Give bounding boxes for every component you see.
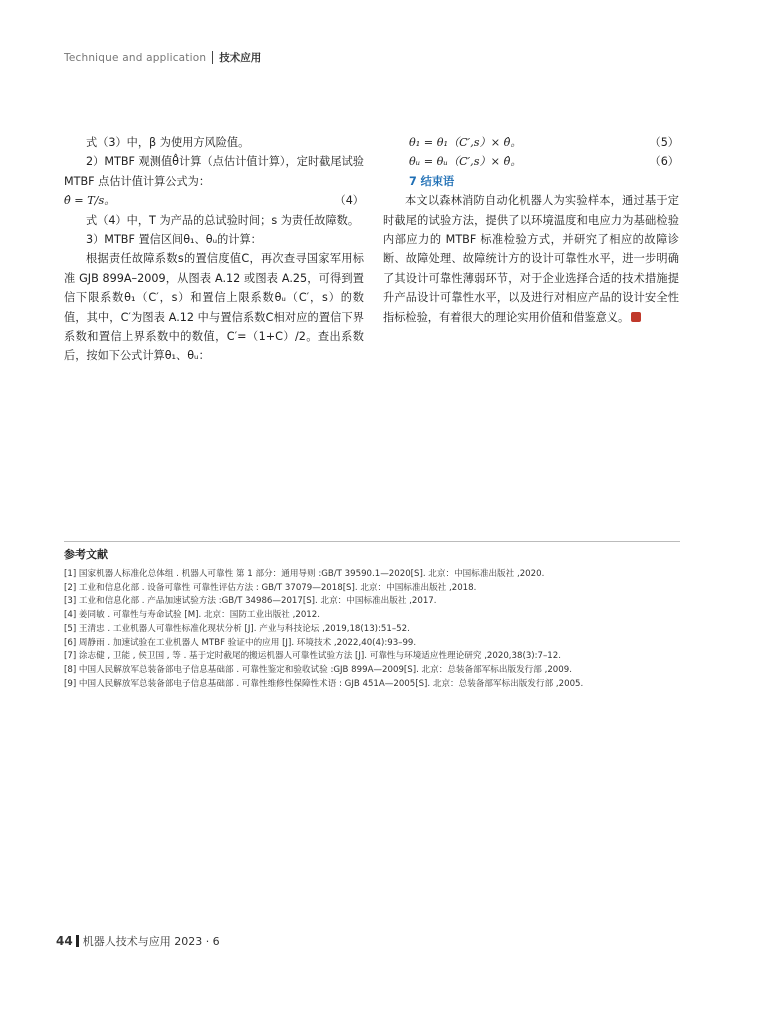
equation-6: [383, 152, 679, 171]
right-column: [383, 133, 679, 327]
reference-item: [4] 姜同敏 . 可靠性与寿命试验 [M]. 北京：国防工业出版社 ,2012.: [64, 610, 320, 621]
equation-4-formula: θ̂ = T/s。: [64, 194, 116, 208]
reference-item: [7] 涂志健 , 卫能 , 侯卫国 , 等 . 基于定时截尾的搬运机器人可靠性试验方法 [J]. 可靠性与环境适应性理论研究 ,2020,38(3):7–12.: [64, 651, 561, 662]
journal-name: 机器人技术与应用 2023 · 6: [82, 935, 220, 948]
section-title-conclusion: 7 结束语: [409, 174, 455, 188]
equation-6-formula: θᵤ = θᵤ（C′,s）× θ̂。: [409, 155, 522, 169]
reference-item: [2] 工业和信息化部 . 设备可靠性 可靠性评估方法 : GB/T 37079—2018[S]. 北京：中国标准出版社 ,2018.: [64, 582, 477, 593]
equation-6-number: （6）: [649, 155, 679, 169]
equation-5-formula: θ₁ = θ₁（C′,s）× θ̂。: [409, 136, 522, 149]
references-title: 参考文献: [64, 548, 108, 561]
references-section: [64, 546, 680, 691]
reference-item: [9] 中国人民解放军总装备部电子信息基础部 . 可靠性维修性保障性术语 : GJB 451A—2005[S]. 北京：总装备部军标出版发行部 ,2005.: [64, 678, 584, 689]
page-number: 44: [56, 934, 73, 948]
equation-5-number: （5）: [649, 136, 679, 149]
reference-item: [1] 国家机器人标准化总体组 . 机器人可靠性 第 1 部分：通用导则 :GB/T 39590.1—2020[S]. 北京：中国标准出版社 ,2020.: [64, 569, 545, 579]
paragraph-conclusion: [383, 191, 679, 327]
running-header: [64, 50, 261, 65]
paragraph-confidence-interval: 3）MTBF 置信区间θ₁、θᵤ的计算：: [86, 233, 262, 247]
paragraph-confidence-coefficient: 根据责任故障系数s的置信度值C，再次查寻国家军用标准 GJB 899A–2009，从图表 A.12 或图表 A.25，可得到置信下限系数θ₁（C′，s）和置信上限系数θᵤ（C′，s）的数值，其中，C′为图表 A.12 中与置信系数C相对应的置信下界系数和置信上界系数中的数值，C′=（1+C）/2。查出系数后，按如下公式计算θ₁、θᵤ：: [64, 252, 364, 363]
footer-bar: [76, 935, 79, 947]
header-chinese: 技术应用: [219, 52, 262, 64]
paragraph-eq4-explanation: 式（4）中，T 为产品的总试验时间；s 为责任故障数。: [86, 213, 360, 227]
equation-5: [383, 133, 679, 152]
paragraph-beta: 式（3）中，β 为使用方风险值。: [86, 136, 250, 149]
reference-item: [8] 中国人民解放军总装备部电子信息基础部 . 可靠性鉴定和验收试验 :GJB 899A—2009[S]. 北京：总装备部军标出版发行部 ,2009.: [64, 664, 572, 675]
header-english: Technique and application: [64, 51, 207, 64]
left-column: [64, 133, 364, 366]
reference-item: [3] 工业和信息化部 . 产品加速试验方法 :GB/T 34986—2017[S]. 北京：中国标准出版社 ,2017.: [64, 596, 437, 607]
references-divider: [64, 541, 680, 542]
reference-item: [5] 王清忠 . 工业机器人可靠性标准化现状分析 [J]. 产业与科技论坛 ,2019,18(13):51–52.: [64, 623, 410, 634]
paragraph-mtbf-observed: 2）MTBF 观测值θ̂计算（点估计值计算），定时截尾试验 MTBF 点估计值计算公式为：: [64, 155, 364, 188]
reference-item: [6] 周静雨 . 加速试验在工业机器人 MTBF 验证中的应用 [J]. 环境技术 ,2022,40(4):93–99.: [64, 637, 417, 648]
equation-4-number: （4）: [334, 194, 364, 208]
conclusion-text: 本文以森林消防自动化机器人为实验样本，通过基于定时截尾的试验方法，提供了以环境温度和电应力为基础检验内部应力的 MTBF 标准检验方式，并研究了相应的故障诊断、故障处理、故障统计方的设计可靠性水平，进一步明确了其设计可靠性薄弱环节，对于企业选择合适的技术措施提升产品设计可靠性水平，以及进行对相应产品的设计安全性指标检验，有着很大的理论实用价值和借鉴意义。: [383, 194, 679, 324]
header-divider: [212, 51, 213, 64]
article-end-icon: [631, 312, 641, 322]
equation-4: [64, 191, 364, 210]
page-footer: [56, 933, 220, 949]
